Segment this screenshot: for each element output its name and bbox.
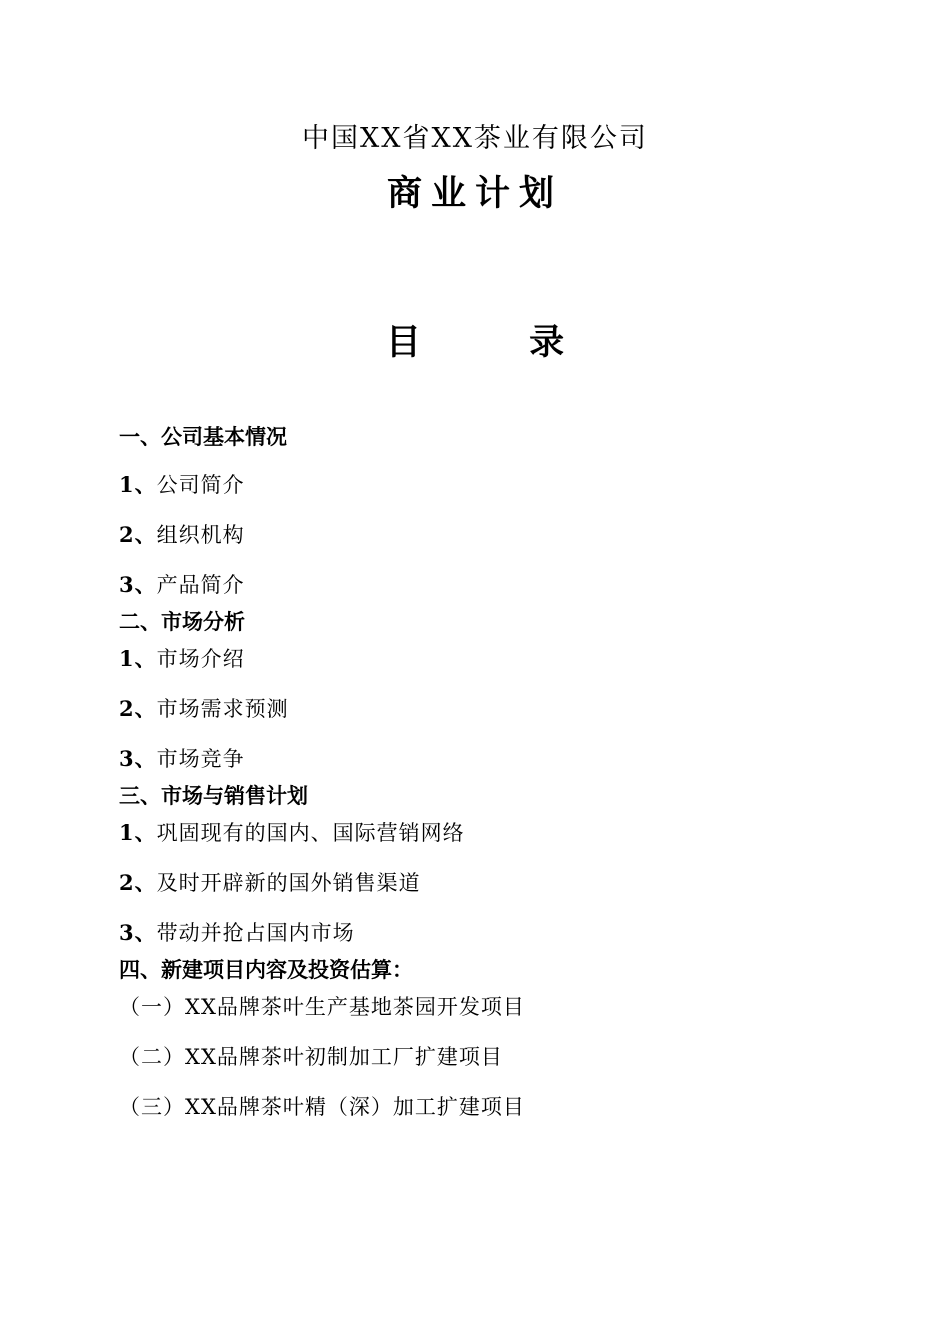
toc-section-4[interactable]: 四、新建项目内容及投资估算： bbox=[119, 958, 413, 982]
toc-item-label: 市场需求预测 bbox=[156, 697, 289, 721]
toc-item-number: 3、 bbox=[119, 746, 157, 771]
toc-section-2[interactable]: 二、市场分析 bbox=[119, 610, 245, 634]
toc-item-label: 产品简介 bbox=[156, 573, 245, 597]
toc-item[interactable] bbox=[119, 644, 245, 674]
toc-subitem[interactable]: （一）XX品牌茶叶生产基地茶园开发项目 bbox=[119, 995, 525, 1019]
toc-item[interactable] bbox=[119, 570, 245, 600]
toc-item-number: 2、 bbox=[119, 522, 157, 547]
toc-item-label: 公司简介 bbox=[156, 473, 245, 497]
toc-item[interactable] bbox=[119, 818, 465, 848]
toc-item-number: 1、 bbox=[119, 646, 157, 671]
toc-item[interactable] bbox=[119, 918, 355, 948]
document-title: 商业计划 bbox=[386, 174, 563, 214]
toc-item[interactable] bbox=[119, 470, 245, 500]
toc-heading: 目 录 bbox=[385, 323, 613, 363]
toc-section-1[interactable]: 一、公司基本情况 bbox=[119, 425, 287, 449]
toc-item-label: 市场介绍 bbox=[156, 647, 245, 671]
toc-item-number: 2、 bbox=[119, 696, 157, 721]
toc-item-label: 组织机构 bbox=[156, 523, 245, 547]
toc-item-label: 市场竞争 bbox=[156, 747, 245, 771]
toc-item[interactable] bbox=[119, 868, 421, 898]
toc-item-number: 1、 bbox=[119, 472, 157, 497]
toc-item[interactable] bbox=[119, 744, 245, 774]
toc-subitem[interactable]: （三）XX品牌茶叶精（深）加工扩建项目 bbox=[119, 1095, 525, 1119]
toc-item-number: 3、 bbox=[119, 920, 157, 945]
toc-item-label: 及时开辟新的国外销售渠道 bbox=[156, 871, 421, 895]
toc-item-number: 3、 bbox=[119, 572, 157, 597]
company-name: 中国XX省XX茶业有限公司 bbox=[302, 123, 648, 154]
toc-item[interactable] bbox=[119, 520, 245, 550]
toc-section-3[interactable]: 三、市场与销售计划 bbox=[119, 784, 308, 808]
toc-subitem[interactable]: （二）XX品牌茶叶初制加工厂扩建项目 bbox=[119, 1045, 503, 1069]
toc-item-label: 带动并抢占国内市场 bbox=[156, 921, 355, 945]
toc-item-label: 巩固现有的国内、国际营销网络 bbox=[156, 821, 465, 845]
toc-item-number: 1、 bbox=[119, 820, 157, 845]
toc-item-number: 2、 bbox=[119, 870, 157, 895]
toc-item[interactable] bbox=[119, 694, 289, 724]
